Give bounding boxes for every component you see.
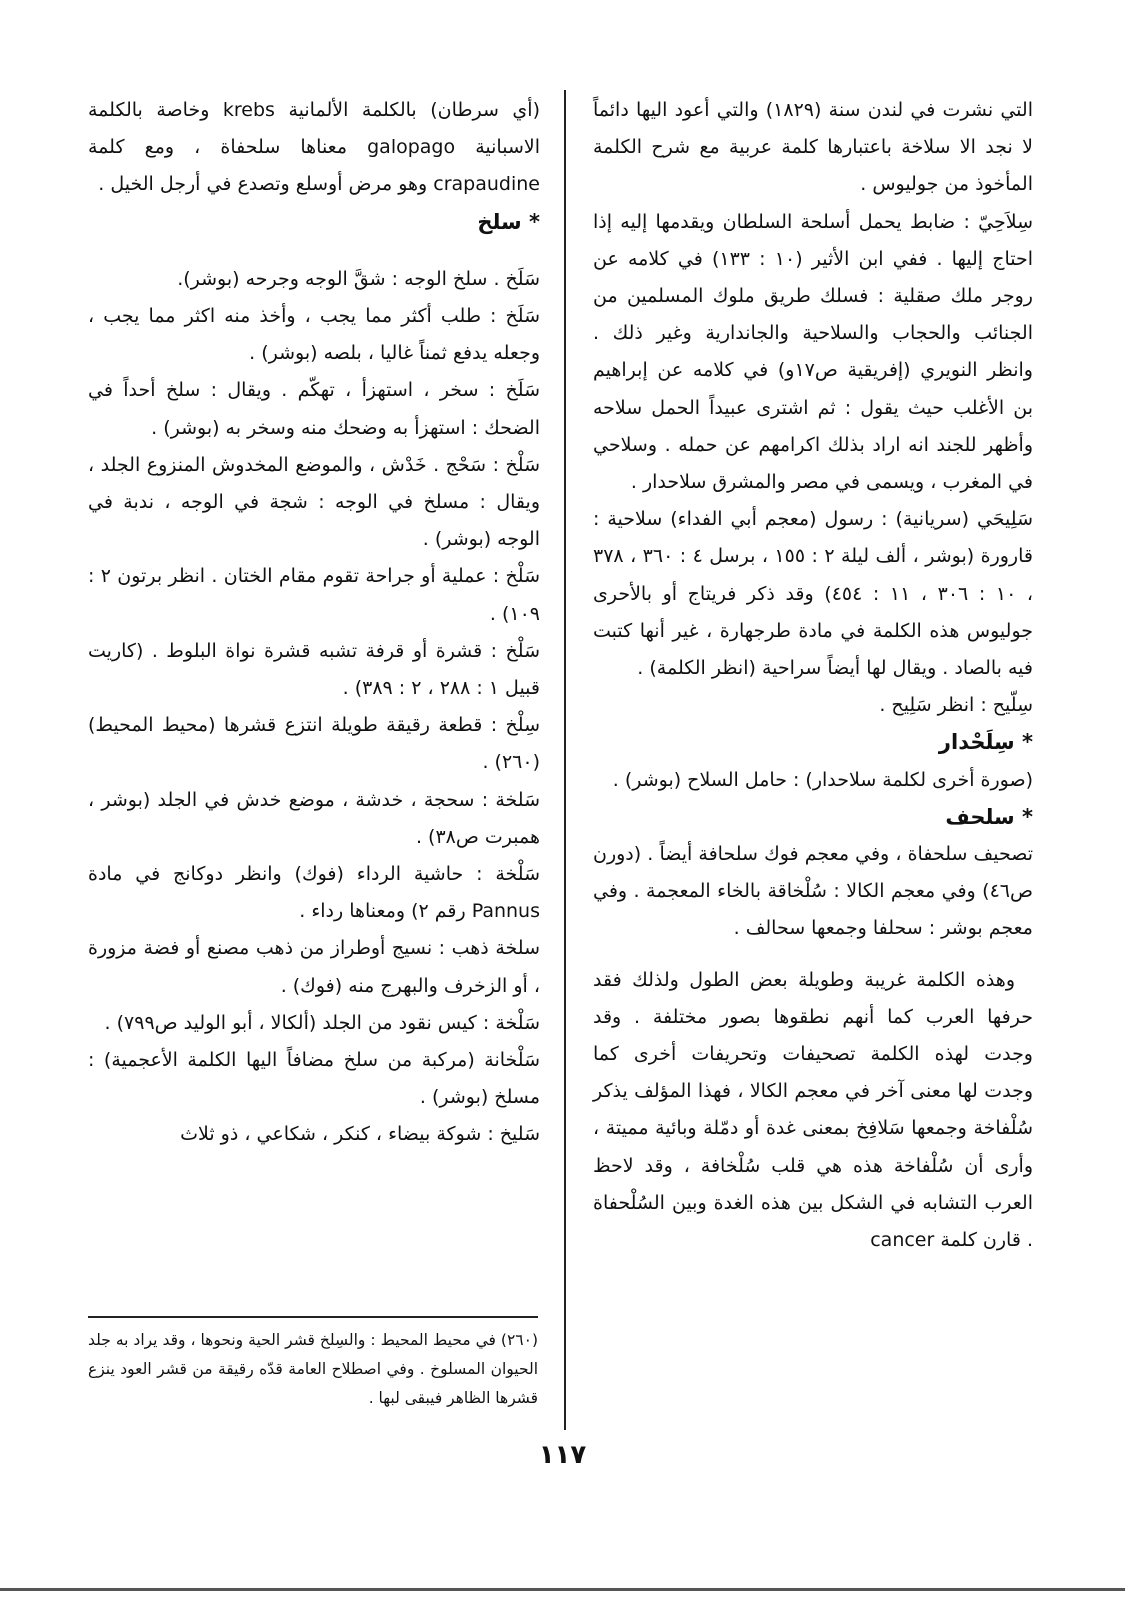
heading-silahdar: * سِلَحْدار	[938, 730, 1033, 755]
column-divider	[564, 90, 566, 1430]
entry-salkhana: سَلْخانة (مركبة من سلخ مضافاً اليها الكلمة الأعجمية) : مسلخ (بوشر) .	[88, 1049, 540, 1109]
entry-salhaf: تصحيف سلحفاة ، وفي معجم فوك سلحافة أيضاً . (دورن ص٤٦) وفي معجم الكالا : سُلْخاقة بالخاء المعجمة . وفي معجم بوشر : سحلفا وجمعها سحالف .	[593, 843, 1033, 940]
entry-salihi: سَلِيحَي (سريانية) : رسول (معجم أبي الفداء) سلاحية : قارورة (بوشر ، ألف ليلة ٢ : ١٥٥ ، برسل ٤ : ٣٦٠ ، ٣٧٨ ، ١٠ : ٣٠٦ ، ١١ : ٤٥٤) وقد ذكر فريتاج أو بالأحرى جوليوس هذه الكلمة في مادة طرجهارة ، غير أنها كتبت فيه بالصاد . ويقال لها أيضاً سراحية (انظر الكلمة) .	[593, 508, 1034, 680]
paragraph-salhaf-discussion: وهذه الكلمة غريبة وطويلة بعض الطول ولذلك فقد حرفها العرب كما أنهم نطقوها بصور مختلفة . وقد وجدت لهذه الكلمة تصحيفات وتحريفات أخرى كما وجدت لها معنى آخر في معجم الكالا ، فهذا المؤلف يذكر سُلْفاخة وجمعها سَلافِخ بمعنى غدة أو دمّلة وبائية مميتة ، وأرى أن سُلْفاخة هذه هي قلب سُلْخافة ، وقد لاحظ العرب التشابه في الشكل بين هذه الغدة وبين السُلْحفاة . قارن كلمة cancer	[593, 968, 1033, 1252]
footnote-text: (٢٦٠) في محيط المحيط : والسِلخ قشر الحية ونحوها ، وقد يراد به جلد الحيوان المسلوخ . وفي اصطلاح العامة قدّه رقيقة من قشر العود ينزع قشرها الظاهر فيبقى لبها .	[88, 1331, 538, 1407]
page-number: ١١٧	[538, 1440, 587, 1470]
left-column	[88, 92, 540, 1154]
heading-salakh: * سلخ	[477, 209, 540, 234]
entry-salakh-1: سَلَخ . سلخ الوجه : شقَّ الوجه وجرحه (بوشر).	[177, 267, 540, 290]
entry-salakh-3: سَلَخ : سخر ، استهزأ ، تهكّم . ويقال : سلخ أحداً في الضحك : استهزأ به وضحك منه وسخر به (بوشر) .	[88, 379, 540, 439]
entry-sillih: سِلّيح : انظر سَلِيح .	[879, 694, 1033, 717]
entry-salkha-1: سَلخة : سحجة ، خدشة ، موضع خدش في الجلد (بوشر ، همبرت ص٣٨) .	[88, 788, 540, 848]
entry-salkh-2: سَلْخ : عملية أو جراحة تقوم مقام الختان . انظر برتون ٢ : ١٠٩) .	[88, 565, 540, 625]
paragraph-continuation: التي نشرت في لندن سنة (١٨٢٩) والتي أعود اليها دائماً لا نجد الا سلاخة باعتبارها كلمة عربية مع شرح الكلمة المأخوذ من جوليوس .	[593, 99, 1033, 196]
right-column	[593, 92, 1033, 1259]
entry-salakh-2: سَلَخ : طلب أكثر مما يجب ، وأخذ منه اكثر مما يجب ، وجعله يدفع ثمناً غاليا ، بلصه (بوشر) .	[88, 305, 540, 365]
entry-silkh: سِلْخ : قطعة رقيقة طويلة انتزع قشرها (محيط المحيط) (٢٦٠) .	[88, 714, 540, 774]
entry-salkh-1: سَلْخ : سَحْج . خَدْش ، والموضع المخدوش المنزوع الجلد ، ويقال : مسلخ في الوجه : شجة في الوجه ، ندبة في الوجه (بوشر) .	[88, 453, 540, 551]
entry-silahdar: (صورة أخرى لكلمة سلاحدار) : حامل السلاح (بوشر) .	[612, 768, 1033, 791]
footnote	[88, 1326, 538, 1413]
heading-salhaf: * سلحف	[945, 804, 1033, 829]
paragraph-continuation: (أي سرطان) بالكلمة الألمانية krebs وخاصة بالكلمة الاسبانية galopago معناها سلحفاة ، ومع كلمة crapaudine وهو مرض أوسلع وتصدع في أرجل الخيل .	[88, 99, 540, 196]
entry-salikh: سَليخ : شوكة بيضاء ، كنكر ، شكاعي ، ذو ثلاث	[180, 1123, 540, 1146]
footnote-rule	[88, 1316, 538, 1318]
entry-salkha-3: سَلْخة : كيس نقود من الجلد (ألكالا ، أبو الوليد ص٧٩٩) .	[104, 1011, 540, 1034]
entry-salkh-3: سَلْخ : قشرة أو قرفة تشبه قشرة نواة البلوط . (كاريت قبيل ١ : ٢٨٨ ، ٢ : ٣٨٩) .	[88, 639, 540, 700]
entry-salkha-dhahab: سلخة ذهب : نسيج أوطراز من ذهب مصنع أو فضة مزورة ، أو الزخرف والبهرج منه (فوك) .	[88, 937, 540, 997]
entry-salkha-2: سَلْخة : حاشية الرداء (فوك) وانظر دوكانج في مادة Pannus رقم ٢) ومعناها رداء .	[88, 863, 540, 923]
entry-silahi: سِلاَحِيّ : ضابط يحمل أسلحة السلطان ويقدمها إليه إذا احتاج إليها . ففي ابن الأثير (١٠ : ١٣٣) في كلامه عن روجر ملك صقلية : فسلك طريق ملوك المسلمين من الجنائب والحجاب والسلاحية والجاندارية وغير ذلك . وانظر النويري (إفريقية ص١٧و) في كلامه عن إبراهيم بن الأغلب حيث يقول : ثم اشترى عبيداً الحمل سلاحه وأظهر للجند انه اراد بذلك اكرامهم عن حمله . وسلاحي في المغرب ، ويسمى في مصر والمشرق سلاحدار .	[593, 210, 1034, 494]
page-bottom-edge	[0, 1588, 1125, 1591]
